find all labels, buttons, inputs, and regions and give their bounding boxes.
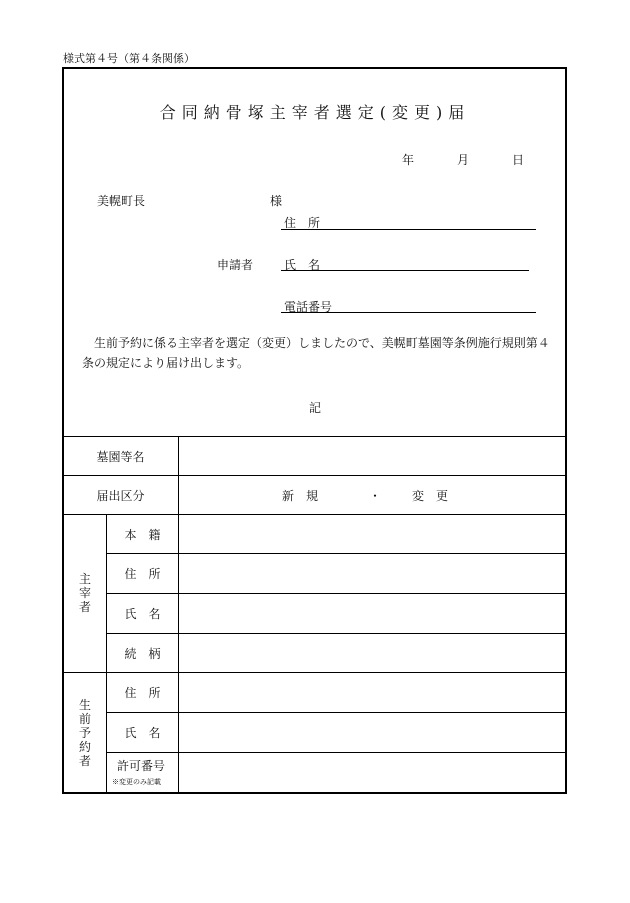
applicant-label: 申請者: [217, 258, 254, 272]
permit-note: ※変更のみ記載: [112, 778, 161, 786]
host-group-label: 主宰者: [78, 572, 91, 614]
reserver-name-field[interactable]: [179, 713, 566, 752]
host-name-label: 氏 名: [124, 607, 161, 621]
applicant-name-field[interactable]: [281, 270, 529, 271]
applicant-name-label: 氏 名: [284, 258, 321, 272]
addressee-honorific: 様: [270, 194, 283, 208]
form-number-label: 様式第４号（第４条関係）: [63, 52, 195, 65]
reserver-address-label: 住 所: [124, 686, 161, 700]
category-label: 届出区分: [96, 488, 145, 503]
applicant-address-field[interactable]: [281, 229, 536, 230]
category-separator: ・: [369, 489, 382, 503]
declaration-text: 生前予約に係る主宰者を選定（変更）しましたので、美幌町墓園等条例施行規則第４条の規定により届け出します。: [82, 336, 550, 370]
category-change-option[interactable]: 変 更: [412, 489, 449, 503]
date-month-label: 月: [457, 153, 470, 167]
applicant-address-label: 住 所: [284, 216, 321, 230]
host-domicile-label: 本 籍: [124, 527, 161, 542]
applicant-phone-label: 電話番号: [284, 300, 333, 314]
host-domicile-field[interactable]: [179, 515, 566, 553]
host-address-field[interactable]: [179, 554, 566, 593]
permit-number-label: 許可番号: [117, 759, 166, 773]
applicant-phone-field[interactable]: [281, 312, 536, 313]
category-new-option[interactable]: 新 規: [282, 489, 319, 503]
host-address-label: 住 所: [124, 567, 161, 581]
permit-number-field[interactable]: [179, 753, 566, 793]
cemetery-name-field[interactable]: [179, 437, 566, 475]
reserver-address-field[interactable]: [179, 673, 566, 712]
addressee-name: 美幌町長: [97, 194, 146, 208]
host-relationship-label: 続 柄: [124, 646, 161, 661]
reserver-name-label: 氏 名: [124, 726, 161, 740]
host-relationship-field[interactable]: [179, 634, 566, 672]
ki-heading: 記: [308, 401, 321, 415]
host-name-field[interactable]: [179, 594, 566, 633]
form-title: 合同納骨塚主宰者選定(変更)届: [159, 103, 471, 122]
date-day-label: 日: [512, 153, 525, 167]
date-year-label: 年: [402, 153, 415, 167]
cemetery-name-label: 墓園等名: [96, 449, 145, 464]
reserver-group-label: 生前予約者: [78, 698, 91, 768]
